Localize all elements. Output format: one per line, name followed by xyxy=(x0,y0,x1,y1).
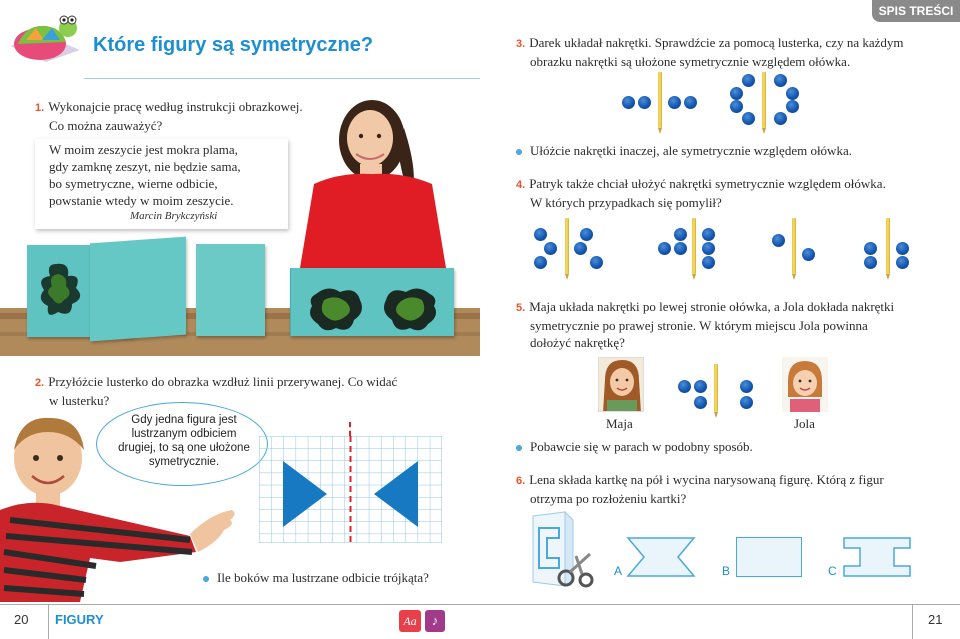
cap-case-1 xyxy=(532,216,612,286)
exercise-5-line3: dołożyć nakrętkę? xyxy=(530,335,625,350)
exercise-6-line1: Lena składa kartkę na pół i wycina narysowaną figurę. Którą z figur xyxy=(529,472,884,487)
turtle-logo xyxy=(6,6,84,68)
music-icon[interactable]: ♪ xyxy=(425,610,445,632)
exercise-1-line2: Co można zauważyć? xyxy=(49,118,163,133)
exercise-6-line2: otrzyma po rozłożeniu kartki? xyxy=(530,491,687,506)
exercise-3-bullet-text: Ułóżcie nakrętki inaczej, ale symetrycznie względem ołówka. xyxy=(530,143,852,158)
exercise-5 xyxy=(516,298,946,351)
exercise-1-number: 1. xyxy=(35,102,45,114)
exercise-6 xyxy=(516,471,946,507)
speech-bubble-text xyxy=(104,413,264,469)
poem-line: W moim zeszycie jest mokra plama, xyxy=(49,142,238,157)
bubble-line: Gdy jedna figura jest xyxy=(131,414,237,426)
exercise-5-line1: Maja układa nakrętki po lewej stronie ołówka, a Jola dokłada nakrętki xyxy=(529,299,895,314)
exercise-2-line1: Przyłóżcie lusterko do obrazka wzdłuż linii przerywanej. Co widać xyxy=(48,374,398,389)
exercise-3-line2: obrazku nakrętki są ułożone symetrycznie względem ołówka. xyxy=(530,54,851,69)
exercise-1-line1: Wykonajcie pracę według instrukcji obrazkowej. xyxy=(48,99,303,114)
exercise-4-number: 4. xyxy=(516,179,526,191)
footer-divider-left xyxy=(48,604,49,639)
exercise-6-number: 6. xyxy=(516,475,526,487)
exercise-3-line1: Darek układał nakrętki. Sprawdźcie za pomocą lusterka, czy na każdym xyxy=(529,35,904,50)
exercise-2-line2: w lusterku? xyxy=(49,393,110,408)
handwriting-icon[interactable]: Aa xyxy=(399,610,421,632)
exercise-3-bullet xyxy=(516,142,852,159)
footer xyxy=(0,604,960,639)
left-question-text: Ile boków ma lustrzane odbicie trójkąta? xyxy=(217,570,429,585)
bubble-line: symetrycznie. xyxy=(148,456,220,468)
option-b-label: B xyxy=(722,564,731,578)
poem-author: Marcin Brykczyński xyxy=(130,210,218,222)
page-title: Które figury są symetryczne? xyxy=(93,34,374,56)
cap-case-3 xyxy=(770,216,830,286)
left-question xyxy=(203,569,429,586)
page-number-left: 20 xyxy=(14,612,29,627)
card-open-folded xyxy=(90,237,186,342)
exercise-3 xyxy=(516,34,936,70)
option-a-label: A xyxy=(614,564,623,578)
bubble-line: drugiej, to są one ułożone xyxy=(118,442,250,454)
exercise-5-line2: symetrycznie po prawej stronie. W którym miejscu Jola powinna xyxy=(530,318,868,333)
poem-line: bo symetryczne, wierne odbicie, xyxy=(49,176,218,191)
maja-portrait xyxy=(598,357,644,412)
exercise-5-number: 5. xyxy=(516,302,526,314)
maja-label: Maja xyxy=(606,416,633,431)
footer-divider-right xyxy=(912,604,913,639)
exercise-4-line2: W których przypadkach się pomylił? xyxy=(530,195,722,210)
exercise-4-line1: Patryk także chciał ułożyć nakrętki symetrycznie względem ołówka. xyxy=(529,176,886,191)
ink-blot-left-icon xyxy=(306,284,366,334)
page-number-right: 21 xyxy=(928,612,943,627)
ink-blot-right-icon xyxy=(380,284,440,334)
exercise-2-number: 2. xyxy=(35,377,45,389)
cap-arrangement-2 xyxy=(728,70,818,140)
bullet-icon xyxy=(516,445,522,451)
exercise-5-bullet xyxy=(516,438,753,455)
jola-portrait xyxy=(782,357,828,412)
exercise-2 xyxy=(35,373,475,409)
cap-case-4 xyxy=(862,216,922,286)
spis-tresci-button[interactable]: SPIS TREŚCI xyxy=(872,0,960,22)
cap-arrangement-1 xyxy=(618,70,708,140)
cap-case-2 xyxy=(656,216,736,286)
bullet-icon xyxy=(516,149,522,155)
exercise-4 xyxy=(516,175,936,211)
option-c-shape xyxy=(842,536,912,578)
option-a-shape xyxy=(626,536,696,578)
option-c-label: C xyxy=(828,564,837,578)
poem-line: powstanie wtedy w moim zeszycie. xyxy=(49,193,234,208)
jola-label: Jola xyxy=(794,416,815,431)
title-rule xyxy=(84,78,480,79)
mirror-line-top xyxy=(349,422,351,436)
ink-blot-icon xyxy=(36,260,86,320)
section-label: FIGURY xyxy=(55,612,104,627)
mirror-grid xyxy=(259,436,442,543)
option-b-shape xyxy=(736,537,802,577)
scissors-icon xyxy=(556,552,600,588)
card-blank xyxy=(196,244,265,336)
exercise-5-bullet-text: Pobawcie się w parach w podobny sposób. xyxy=(530,439,753,454)
bubble-line: lustrzanym odbiciem xyxy=(131,428,237,440)
bullet-icon xyxy=(203,576,209,582)
poem-line: gdy zamknę zeszyt, nie będzie sama, xyxy=(49,159,241,174)
exercise-3-number: 3. xyxy=(516,38,526,50)
cap-task-5 xyxy=(676,364,756,420)
